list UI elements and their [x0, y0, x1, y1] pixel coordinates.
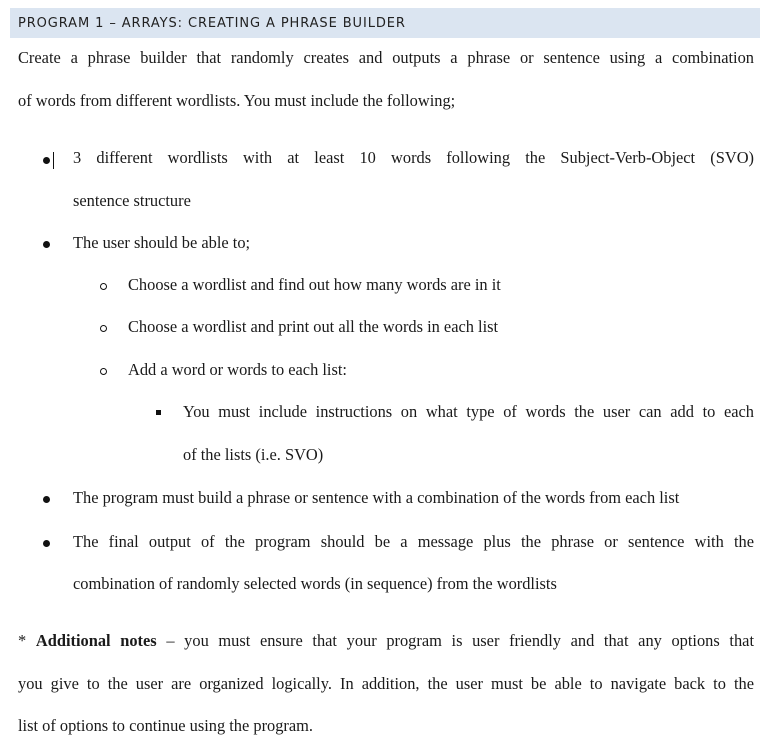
bullet-1-line-1: 3 different wordlists with at least 10 words following the Subject-Verb-Object (SVO) — [73, 148, 754, 167]
bullet-dot-icon — [43, 241, 50, 248]
bullet-2: The user should be able to; — [73, 233, 251, 252]
page-title: PROGRAM 1 – ARRAYS: CREATING A PHRASE BUILDER — [18, 15, 406, 31]
sub-sub-bullet-line-2: of the lists (i.e. SVO) — [183, 445, 324, 464]
bullet-circle-icon — [100, 283, 107, 290]
bullet-dot-icon — [43, 496, 50, 503]
notes-star: * — [18, 631, 27, 650]
notes-line-1 — [18, 631, 754, 651]
bullet-1-line-2: sentence structure — [73, 191, 191, 210]
bullet-4-line-1: The final output of the program should be a message plus the phrase or sentence with the — [73, 532, 754, 551]
intro-line-1: Create a phrase builder that randomly creates and outputs a phrase or sentence using a combination — [18, 48, 754, 67]
sub-bullet-2: Choose a wordlist and print out all the words in each list — [128, 317, 499, 336]
sub-bullet-3: Add a word or words to each list: — [128, 360, 347, 379]
bullet-dot-icon — [43, 157, 50, 164]
sub-sub-bullet-line-1: You must include instructions on what type of words the user can add to each — [183, 402, 754, 421]
bullet-circle-icon — [100, 368, 107, 375]
notes-line-3: list of options to continue using the program. — [18, 716, 313, 735]
bullet-4-line-2: combination of randomly selected words (in sequence) from the wordlists — [73, 574, 557, 593]
bullet-dot-icon — [43, 540, 50, 547]
sub-bullet-1: Choose a wordlist and find out how many words are in it — [128, 275, 501, 294]
intro-line-2: of words from different wordlists. You must include the following; — [18, 91, 456, 110]
text-cursor — [53, 152, 54, 169]
notes-line-2: you give to the user are organized logically. In addition, the user must be able to navigate back to the — [18, 674, 754, 693]
heading-bar — [10, 8, 760, 38]
bullet-square-icon — [156, 410, 161, 415]
notes-dash-text: – you must ensure that your program is user friendly and that any options that — [166, 631, 754, 650]
bullet-circle-icon — [100, 325, 107, 332]
notes-label: Additional notes — [35, 631, 157, 650]
bullet-3: The program must build a phrase or sentence with a combination of the words from each list — [73, 488, 680, 507]
